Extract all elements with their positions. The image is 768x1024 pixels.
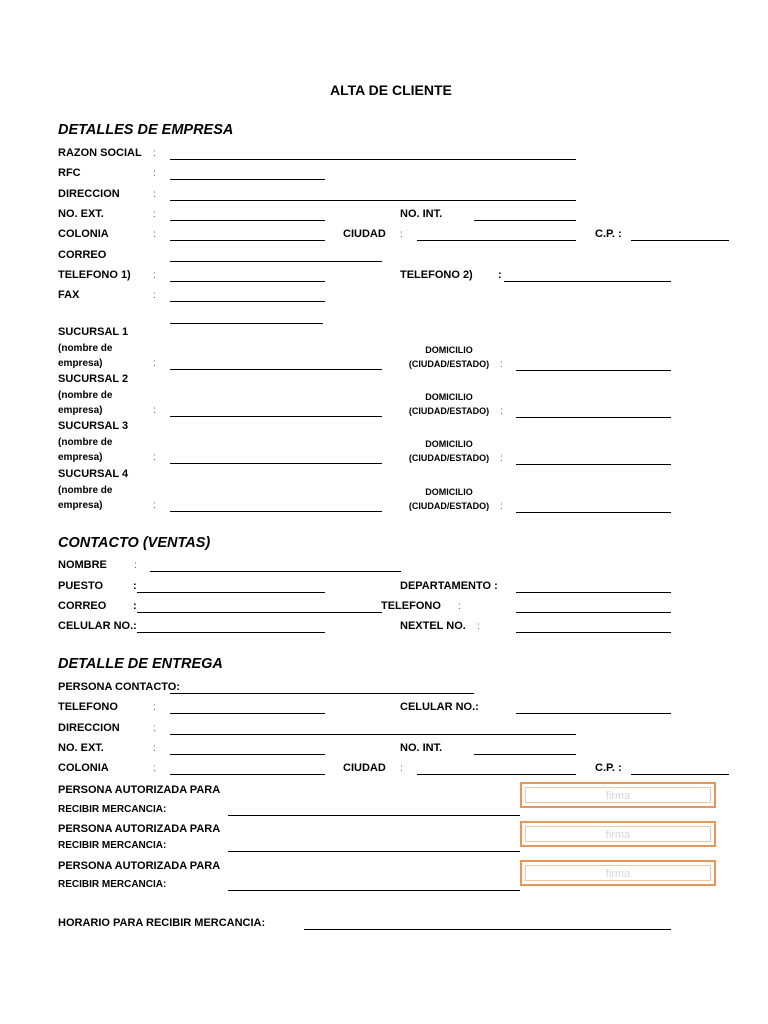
label-entrega-direccion: DIRECCION (58, 722, 120, 734)
label-persona-autorizada-3: PERSONA AUTORIZADA PARA (58, 860, 221, 872)
label-entrega-ciudad: CIUDAD (343, 762, 386, 774)
colon: : (500, 359, 503, 370)
direccion-field[interactable] (170, 200, 576, 201)
colon: : (153, 358, 156, 369)
sucursal-4-field[interactable] (170, 511, 382, 512)
contacto-departamento-field[interactable] (516, 592, 671, 593)
label-razon-social: RAZON SOCIAL (58, 147, 142, 159)
persona-contacto-field[interactable] (170, 693, 474, 694)
label-ciudad-estado: (CIUDAD/ESTADO) (408, 359, 490, 369)
firma-box-3[interactable]: firma (520, 860, 716, 886)
rfc-field[interactable] (170, 179, 325, 180)
persona-autorizada-1-field[interactable] (228, 815, 520, 816)
colon: : (477, 621, 480, 632)
sucursal-4-domicilio-field[interactable] (516, 512, 671, 513)
label-entrega-no-ext: NO. EXT. (58, 742, 104, 754)
colon: : (153, 229, 156, 240)
label-recibir-mercancia-1: RECIBIR MERCANCIA: (58, 804, 167, 815)
label-no-int: NO. INT. (400, 208, 443, 220)
label-nextel: NEXTEL NO. (400, 620, 466, 632)
contacto-correo-field[interactable] (137, 612, 382, 613)
label-contacto-correo: CORREO (58, 600, 107, 612)
sucursal-2-domicilio-field[interactable] (516, 417, 671, 418)
label-sucursal-3: SUCURSAL 3 (58, 420, 129, 432)
colon: : (500, 453, 503, 464)
label-sucursal-1-sub1: (nombre de (58, 343, 113, 354)
colon: : (400, 229, 403, 240)
cp-field[interactable] (631, 240, 729, 241)
sucursal-1-domicilio-field[interactable] (516, 370, 671, 371)
label-persona-contacto: PERSONA CONTACTO: (58, 681, 181, 693)
colon: : (153, 452, 156, 463)
contacto-telefono-field[interactable] (516, 612, 671, 613)
label-persona-autorizada-1: PERSONA AUTORIZADA PARA (58, 784, 221, 796)
fax-field-extra[interactable] (170, 323, 323, 324)
label-domicilio: DOMICILIO (425, 392, 473, 402)
label-sucursal-2: SUCURSAL 2 (58, 373, 129, 385)
telefono-1-field[interactable] (170, 281, 325, 282)
razon-social-field[interactable] (170, 159, 576, 160)
entrega-cp-field[interactable] (631, 774, 729, 775)
colon: : (400, 763, 403, 774)
section-heading-empresa: DETALLES DE EMPRESA (58, 122, 234, 138)
label-persona-autorizada-2: PERSONA AUTORIZADA PARA (58, 823, 221, 835)
page-title: ALTA DE CLIENTE (330, 82, 452, 98)
label-ciudad-estado: (CIUDAD/ESTADO) (408, 453, 490, 463)
sucursal-1-field[interactable] (170, 369, 382, 370)
colon: : (133, 600, 137, 612)
colon: : (153, 290, 156, 301)
firma-box-1[interactable]: firma (520, 782, 716, 808)
label-domicilio: DOMICILIO (425, 487, 473, 497)
label-recibir-mercancia-2: RECIBIR MERCANCIA: (58, 840, 167, 851)
colon: : (153, 168, 156, 179)
no-ext-field[interactable] (170, 220, 325, 221)
label-horario: HORARIO PARA RECIBIR MERCANCIA: (58, 917, 266, 929)
label-domicilio: DOMICILIO (425, 439, 473, 449)
label-cp: C.P. : (595, 228, 622, 240)
label-sucursal-2-sub1: (nombre de (58, 390, 113, 401)
label-domicilio: DOMICILIO (425, 345, 473, 355)
colon: : (153, 270, 156, 281)
persona-autorizada-2-field[interactable] (228, 851, 520, 852)
label-puesto: PUESTO (58, 580, 104, 592)
entrega-direccion-field[interactable] (170, 734, 576, 735)
section-heading-contacto: CONTACTO (VENTAS) (58, 535, 211, 551)
colon: : (153, 148, 156, 159)
fax-field[interactable] (170, 301, 325, 302)
label-contacto-telefono: TELEFONO (381, 600, 441, 612)
label-recibir-mercancia-3: RECIBIR MERCANCIA: (58, 879, 167, 890)
label-sucursal-4: SUCURSAL 4 (58, 468, 129, 480)
colon: : (153, 405, 156, 416)
colon: : (153, 763, 156, 774)
label-sucursal-4-sub1: (nombre de (58, 485, 113, 496)
colon: : (153, 702, 156, 713)
entrega-no-int-field[interactable] (474, 754, 576, 755)
colon: : (153, 743, 156, 754)
label-entrega-cp: C.P. : (595, 762, 622, 774)
colon: : (500, 406, 503, 417)
colon: : (153, 209, 156, 220)
label-entrega-telefono: TELEFONO (58, 701, 118, 713)
entrega-ciudad-field[interactable] (417, 774, 576, 775)
label-fax: FAX (58, 289, 80, 301)
colonia-field[interactable] (170, 240, 325, 241)
horario-field[interactable] (304, 929, 671, 930)
colon: : (153, 500, 156, 511)
sucursal-3-domicilio-field[interactable] (516, 464, 671, 465)
colon: : (153, 189, 156, 200)
colon: : (458, 601, 461, 612)
label-ciudad-estado: (CIUDAD/ESTADO) (408, 501, 490, 511)
correo-field[interactable] (170, 261, 382, 262)
telefono-2-field[interactable] (504, 281, 671, 282)
label-sucursal-4-sub2: empresa) (58, 500, 103, 511)
label-sucursal-3-sub1: (nombre de (58, 437, 113, 448)
label-sucursal-1: SUCURSAL 1 (58, 326, 129, 338)
label-entrega-no-int: NO. INT. (400, 742, 443, 754)
label-ciudad-estado: (CIUDAD/ESTADO) (408, 406, 490, 416)
no-int-field[interactable] (474, 220, 576, 221)
label-correo: CORREO (58, 249, 107, 261)
label-direccion: DIRECCION (58, 188, 120, 200)
label-no-ext: NO. EXT. (58, 208, 104, 220)
contacto-puesto-field[interactable] (137, 592, 325, 593)
colon: : (133, 580, 137, 592)
label-departamento: DEPARTAMENTO : (400, 580, 498, 592)
label-ciudad: CIUDAD (343, 228, 386, 240)
colon: : (500, 501, 503, 512)
label-entrega-colonia: COLONIA (58, 762, 109, 774)
colon: : (134, 560, 137, 571)
label-sucursal-2-sub2: empresa) (58, 405, 103, 416)
contacto-celular-field[interactable] (137, 632, 325, 633)
sucursal-3-field[interactable] (170, 463, 382, 464)
ciudad-field[interactable] (417, 240, 576, 241)
colon: : (498, 269, 502, 281)
entrega-colonia-field[interactable] (170, 774, 325, 775)
label-celular: CELULAR NO.: (58, 620, 137, 632)
label-rfc: RFC (58, 167, 81, 179)
section-heading-entrega: DETALLE DE ENTREGA (58, 656, 223, 672)
firma-box-2[interactable]: firma (520, 821, 716, 847)
label-telefono-1: TELEFONO 1) (58, 269, 131, 281)
entrega-telefono-field[interactable] (170, 713, 325, 714)
entrega-no-ext-field[interactable] (170, 754, 325, 755)
label-entrega-celular: CELULAR NO.: (400, 701, 479, 713)
contacto-nextel-field[interactable] (516, 632, 671, 633)
label-nombre: NOMBRE (58, 559, 107, 571)
entrega-celular-field[interactable] (516, 713, 671, 714)
label-telefono-2: TELEFONO 2) (400, 269, 473, 281)
contacto-nombre-field[interactable] (150, 571, 401, 572)
persona-autorizada-3-field[interactable] (228, 890, 520, 891)
colon: : (153, 723, 156, 734)
sucursal-2-field[interactable] (170, 416, 382, 417)
label-sucursal-3-sub2: empresa) (58, 452, 103, 463)
label-colonia: COLONIA (58, 228, 109, 240)
label-sucursal-1-sub2: empresa) (58, 358, 103, 369)
